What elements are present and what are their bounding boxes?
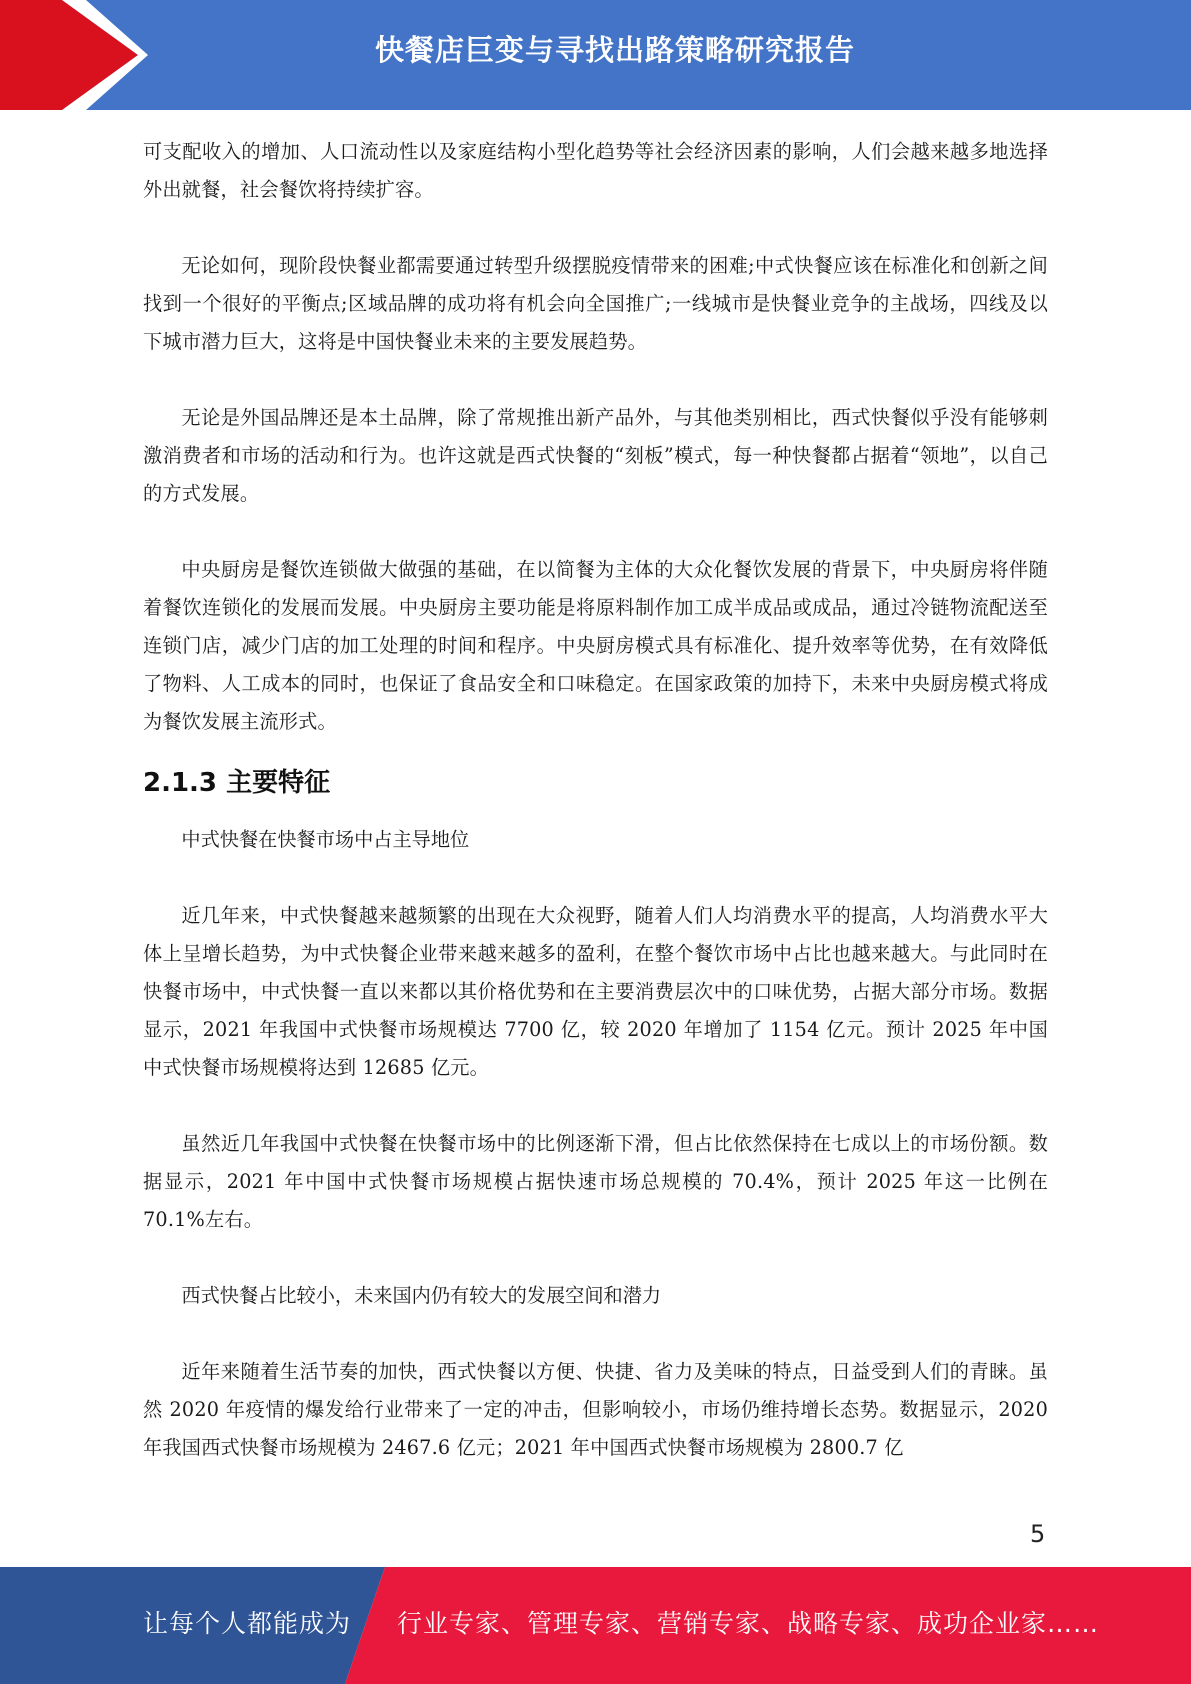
paragraph-1: 可支配收入的增加、人口流动性以及家庭结构小型化趋势等社会经济因素的影响，人们会越来越多地选择外出就餐，社会餐饮将持续扩容。 — [143, 140, 1048, 201]
report-title: 快餐店巨变与寻找出路策略研究报告 — [374, 33, 855, 67]
subheading-chinese-fastfood: 中式快餐在快餐市场中占主导地位 — [181, 828, 470, 851]
footer-slogan-right: 行业专家、管理专家、营销专家、战略专家、成功企业家…… — [397, 1609, 1100, 1638]
page-header — [0, 0, 1191, 110]
paragraph-4: 中央厨房是餐饮连锁做大做强的基础，在以简餐为主体的大众化餐饮发展的背景下，中央厨房将伴随着餐饮连锁化的发展而发展。中央厨房主要功能是将原料制作加工成半成品或成品，通过冷链物流配送至连锁门店，减少门店的加工处理的时间和程序。中央厨房模式具有标准化、提升效率等优势，在有效降低了物料、人工成本的同时，也保证了食品安全和口味稳定。在国家政策的加持下，未来中央厨房模式将成为餐饮发展主流形式。 — [143, 558, 1048, 733]
subheading-western-fastfood: 西式快餐占比较小，未来国内仍有较大的发展空间和潜力 — [181, 1284, 662, 1307]
paragraph-3: 无论是外国品牌还是本土品牌，除了常规推出新产品外，与其他类别相比，西式快餐似乎没有能够刺激消费者和市场的活动和行为。也许这就是西式快餐的“刻板”模式，每一种快餐都占据着“领地”，以自己的方式发展。 — [143, 406, 1048, 505]
footer-slogan-left: 让每个人都能成为 — [143, 1609, 352, 1638]
section-heading: 2.1.3 主要特征 — [143, 768, 331, 798]
paragraph-7: 近年来随着生活节奏的加快，西式快餐以方便、快捷、省力及美味的特点，日益受到人们的青睐。虽然 2020 年疫情的爆发给行业带来了一定的冲击，但影响较小，市场仍维持增长态势。数据显示，2020 年我国西式快餐市场规模为 2467.6 亿元；2021 年中国西式快餐市场规模为 2800.7 亿 — [143, 1360, 1048, 1459]
paragraph-5: 近几年来，中式快餐越来越频繁的出现在大众视野，随着人们人均消费水平的提高，人均消费水平大体上呈增长趋势，为中式快餐企业带来越来越多的盈利，在整个餐饮市场中占比也越来越大。与此同时在快餐市场中，中式快餐一直以来都以其价格优势和在主要消费层次中的口味优势，占据大部分市场。数据显示，2021 年我国中式快餐市场规模达 7700 亿，较 2020 年增加了 1154 亿元。预计 2025 年中国中式快餐市场规模将达到 12685 亿元。 — [143, 904, 1048, 1079]
page-content — [143, 133, 1048, 1467]
paragraph-6: 虽然近几年我国中式快餐在快餐市场中的比例逐渐下滑，但占比依然保持在七成以上的市场份额。数据显示，2021 年中国中式快餐市场规模占据快速市场总规模的 70.4%，预计 2025 年这一比例在 70.1%左右。 — [143, 1132, 1048, 1231]
page-footer — [0, 1567, 1191, 1684]
page-number: 5 — [1030, 1520, 1046, 1548]
paragraph-2: 无论如何，现阶段快餐业都需要通过转型升级摆脱疫情带来的困难;中式快餐应该在标准化和创新之间找到一个很好的平衡点;区域品牌的成功将有机会向全国推广;一线城市是快餐业竞争的主战场，四线及以下城市潜力巨大，这将是中国快餐业未来的主要发展趋势。 — [143, 254, 1048, 353]
